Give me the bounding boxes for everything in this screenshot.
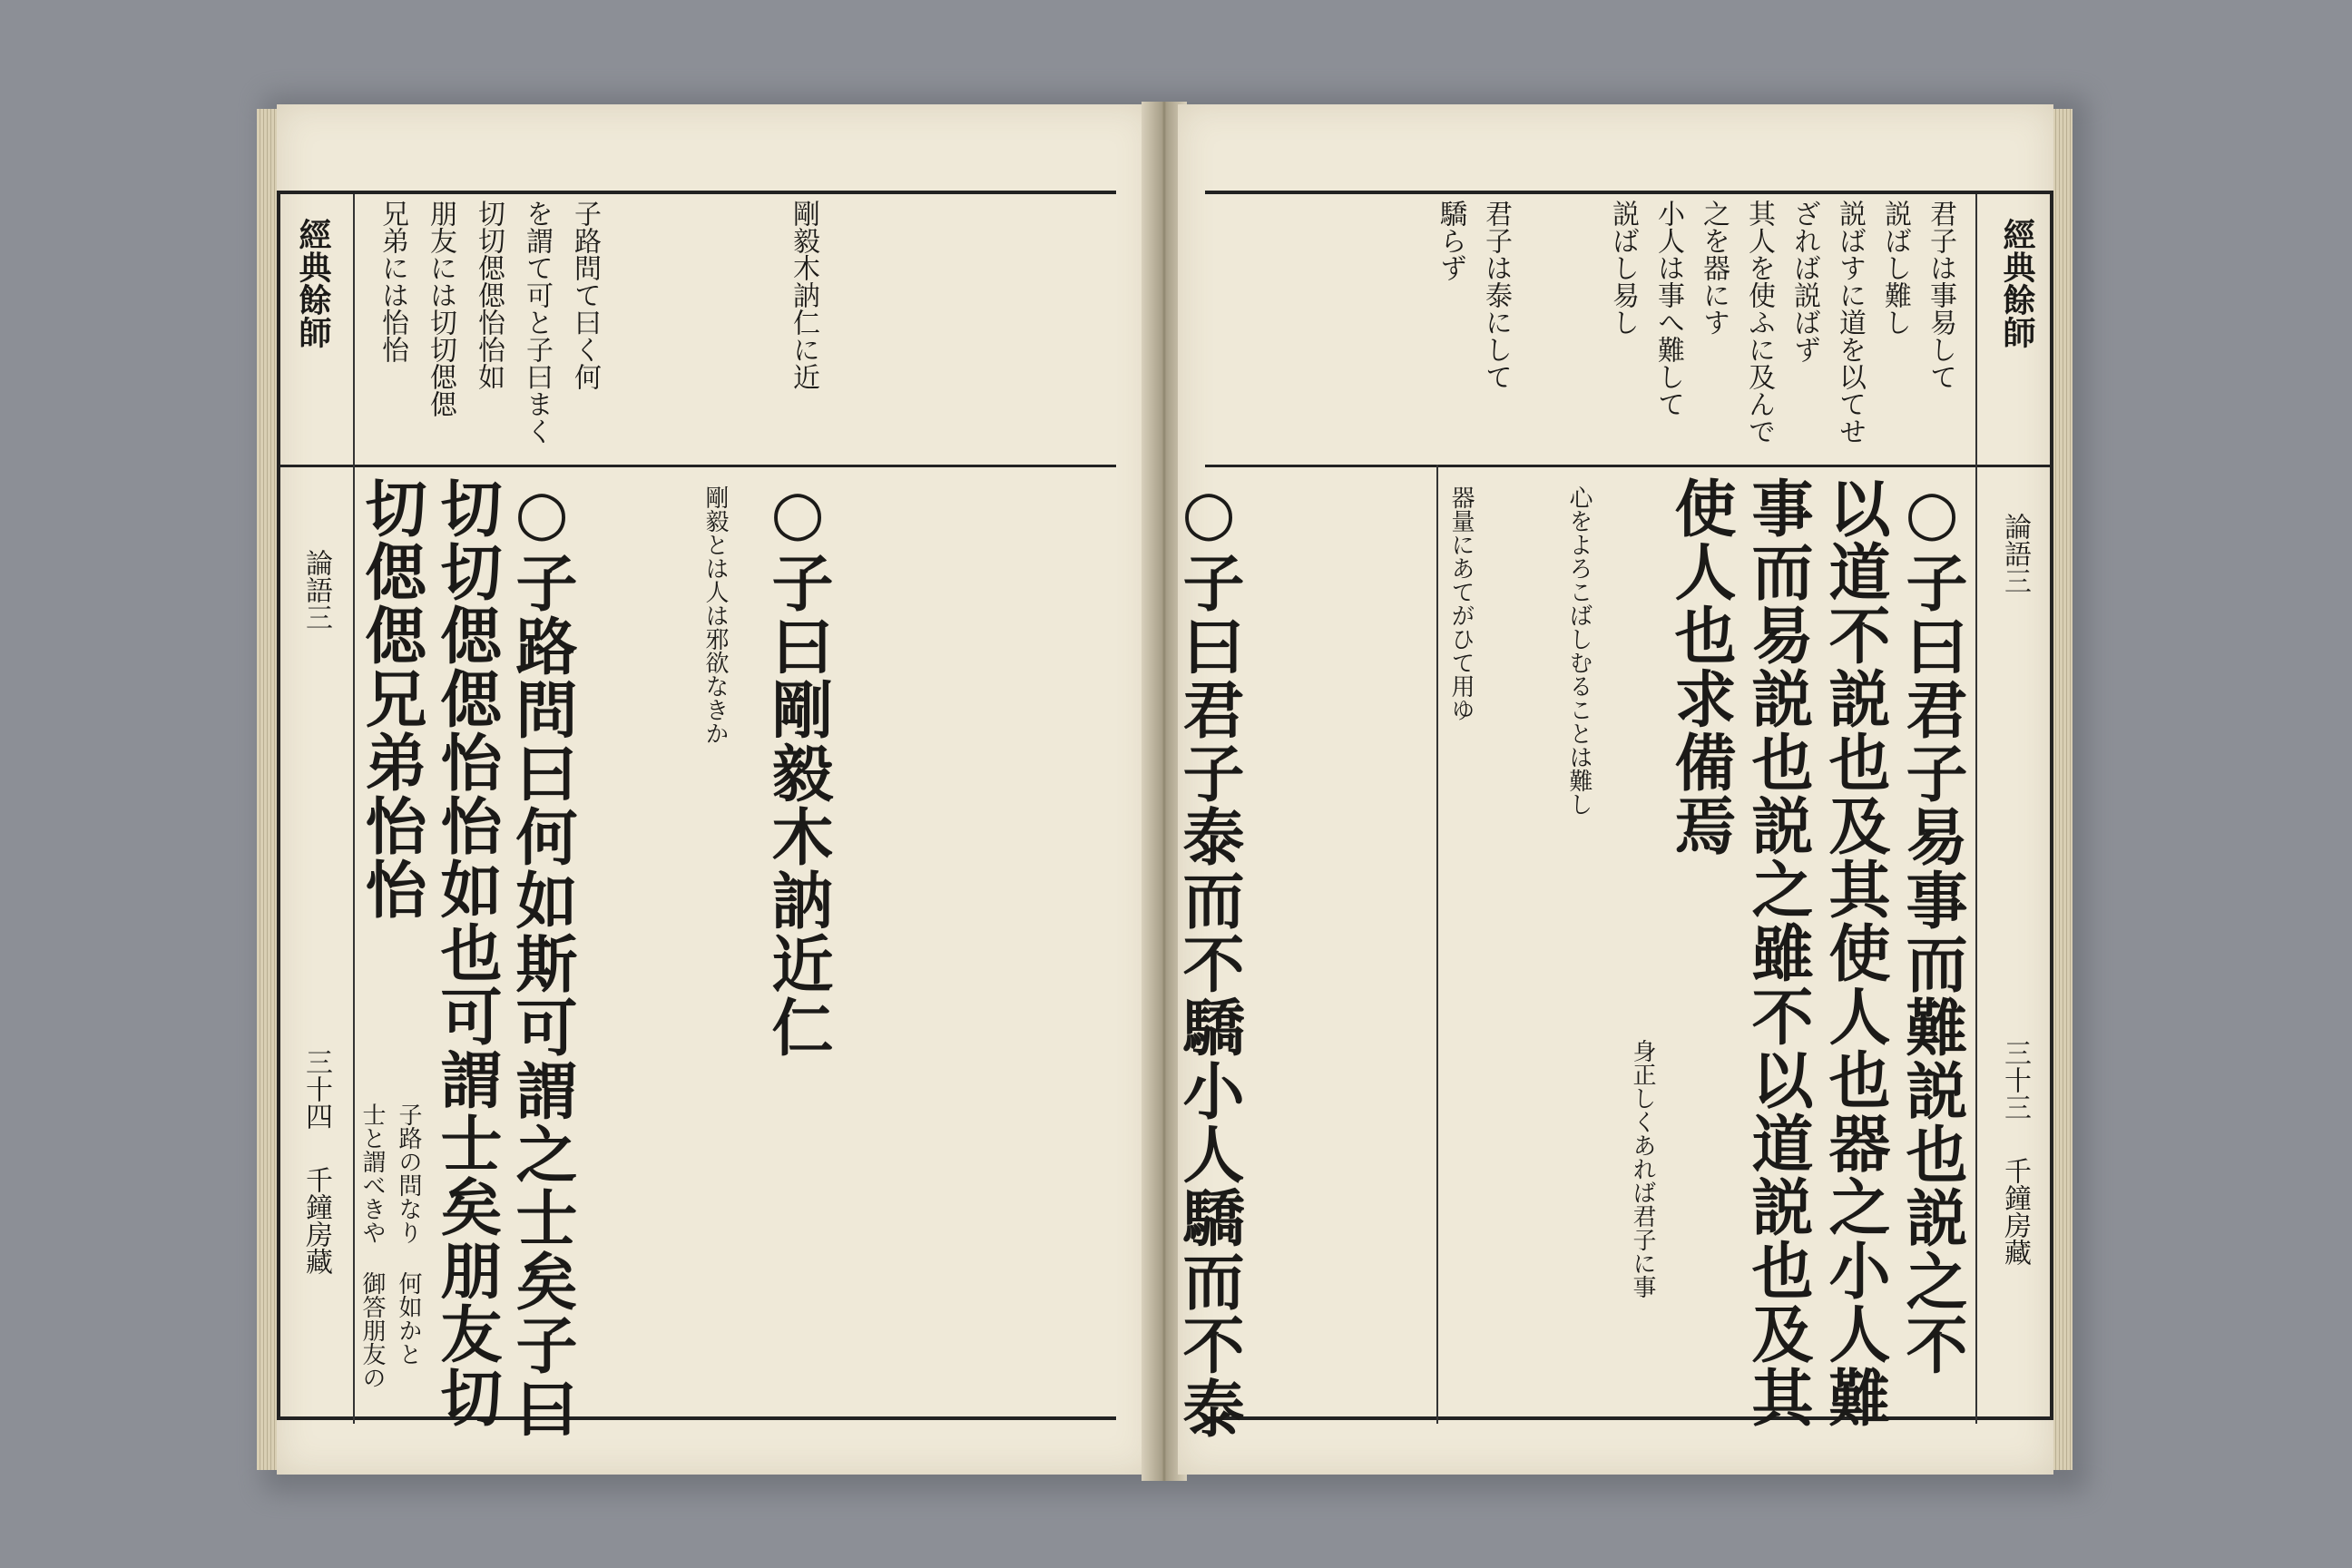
left-book-section: 論語三 bbox=[300, 549, 332, 631]
left-note-6: 兄弟には怡怡 bbox=[377, 200, 408, 363]
left-folio: 三十四 bbox=[300, 1048, 332, 1130]
right-folio: 三十三 bbox=[1999, 1039, 2031, 1121]
right-main-text-1: ○子曰君子易事而難説也説之不 bbox=[1896, 476, 1968, 1377]
left-main-text-4: 切偲偲兄弟怡怡 bbox=[355, 476, 427, 921]
right-main-text-5: ○子曰君子泰而不驕小人驕而不泰 bbox=[1172, 476, 1245, 1440]
left-main-text-2: ○子路問曰何如斯可謂之士矣子曰 bbox=[505, 476, 578, 1440]
left-gloss-3: 士と謂べきや 御答朋友の bbox=[358, 1102, 386, 1389]
right-page-edges bbox=[2053, 109, 2073, 1470]
left-main-text-3: 切切偲偲怡怡如也可謂士矣朋友切 bbox=[430, 476, 503, 1429]
left-note-2: 子路問て曰く何 bbox=[569, 200, 601, 390]
right-note-4: ざれば説ばず bbox=[1788, 200, 1820, 363]
left-page-edges bbox=[257, 109, 277, 1470]
right-gloss-3: 器量にあてがひて用ゆ bbox=[1447, 485, 1475, 721]
right-main-text-2: 以道不説也及其使人也器之小人難 bbox=[1818, 476, 1891, 1429]
right-note-7: 小人は事へ難して bbox=[1652, 200, 1684, 417]
right-note-10: 驕らず bbox=[1435, 200, 1466, 281]
left-note-3: を謂て可と子曰まく bbox=[521, 200, 553, 445]
right-gloss-2: 心をよろこばしむることは難し bbox=[1565, 485, 1592, 816]
left-gloss-1: 剛毅とは人は邪欲なきか bbox=[701, 485, 729, 745]
right-section-rule bbox=[1436, 465, 1438, 1424]
left-note-5: 朋友には切切偲偲 bbox=[425, 200, 456, 417]
left-gloss-2: 子路の問なり 何如かと bbox=[395, 1102, 422, 1366]
left-main-text-1: ○子曰剛毅木訥近仁 bbox=[761, 476, 834, 1059]
left-note-1: 剛毅木訥仁に近 bbox=[788, 200, 819, 390]
right-note-5: 其人を使ふに及んで bbox=[1743, 200, 1775, 445]
right-note-2: 説ばし難し bbox=[1879, 200, 1911, 336]
right-margin-title: 經典餘師 bbox=[1998, 218, 2036, 348]
right-note-8: 説ばし易し bbox=[1607, 200, 1639, 336]
left-margin-title: 經典餘師 bbox=[294, 218, 332, 348]
right-gloss-1: 身正しくあれば君子に事 bbox=[1629, 1039, 1656, 1298]
right-page bbox=[1172, 104, 2053, 1475]
right-note-6: 之を器にす bbox=[1698, 200, 1730, 336]
right-note-3: 説ばすに道を以てせ bbox=[1834, 200, 1866, 445]
left-publisher: 千鐘房藏 bbox=[300, 1166, 332, 1275]
left-note-4: 切切偲偲怡怡如 bbox=[473, 200, 505, 390]
right-publisher: 千鐘房藏 bbox=[1999, 1157, 2031, 1266]
left-upper-divider bbox=[280, 465, 1116, 467]
right-upper-divider bbox=[1205, 465, 2050, 467]
right-book-section: 論語三 bbox=[1999, 513, 2031, 594]
right-main-text-3: 事而易説也説之雖不以道説也及其 bbox=[1741, 476, 1814, 1429]
right-note-9: 君子は泰にして bbox=[1480, 200, 1512, 390]
right-margin-rule bbox=[1975, 194, 1977, 1424]
right-main-text-4: 使人也求備焉 bbox=[1664, 476, 1737, 858]
left-page bbox=[277, 104, 1152, 1475]
right-note-1: 君子は事易して bbox=[1925, 200, 1956, 390]
